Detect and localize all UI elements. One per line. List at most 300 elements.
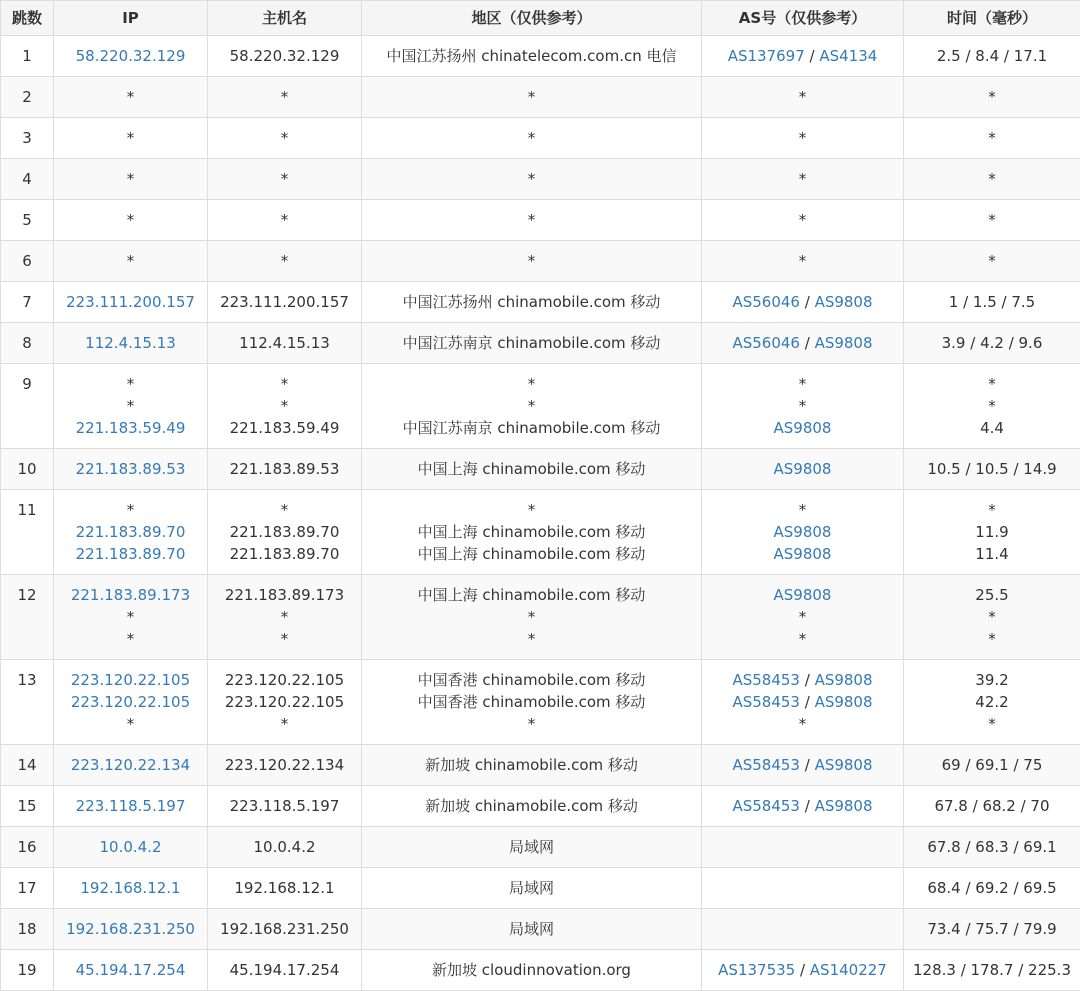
ip-link[interactable]: 192.168.12.1 <box>80 879 180 897</box>
hop-number: 6 <box>1 241 54 282</box>
hop-line <box>210 836 359 858</box>
time-text: * <box>988 608 996 626</box>
as-separator: / <box>800 797 815 815</box>
ip-link[interactable]: 221.183.89.173 <box>71 586 190 604</box>
time-cell <box>904 159 1080 200</box>
hop-line <box>364 395 699 417</box>
hop-line <box>210 669 359 691</box>
hop-line <box>906 543 1078 565</box>
ip-cell <box>54 323 208 364</box>
hop-line <box>704 499 901 521</box>
time-text: * <box>988 211 996 229</box>
host-text: 223.120.22.105 <box>225 671 344 689</box>
hop-line <box>704 521 901 543</box>
time-text: * <box>988 630 996 648</box>
as-cell <box>702 241 904 282</box>
ip-link[interactable]: 223.120.22.134 <box>71 756 190 774</box>
hop-number: 17 <box>1 868 54 909</box>
hop-line <box>704 250 901 272</box>
hop-line <box>210 373 359 395</box>
hostname-cell <box>208 745 362 786</box>
ip-link[interactable]: 221.183.89.70 <box>76 523 186 541</box>
time-cell <box>904 77 1080 118</box>
hop-line <box>364 373 699 395</box>
as-link[interactable]: AS9808 <box>815 756 873 774</box>
hop-line <box>364 291 699 313</box>
as-text: * <box>799 170 807 188</box>
time-text: * <box>988 501 996 519</box>
hop-line <box>364 45 699 67</box>
time-text: * <box>988 252 996 270</box>
table-row <box>1 364 1080 449</box>
ip-cell <box>54 36 208 77</box>
as-separator: / <box>795 961 810 979</box>
hop-number: 19 <box>1 950 54 991</box>
region-cell <box>362 323 702 364</box>
region-cell <box>362 364 702 449</box>
hop-line <box>704 713 901 735</box>
time-cell <box>904 660 1080 745</box>
hop-line <box>210 959 359 981</box>
table-row <box>1 909 1080 950</box>
as-cell <box>702 200 904 241</box>
time-text: 68.4 / 69.2 / 69.5 <box>927 879 1056 897</box>
hop-line <box>364 877 699 899</box>
ip-link[interactable]: 10.0.4.2 <box>99 838 161 856</box>
hop-line <box>210 628 359 650</box>
ip-cell <box>54 827 208 868</box>
hop-line <box>364 606 699 628</box>
ip-text: * <box>127 608 135 626</box>
hop-line <box>704 754 901 776</box>
hop-line <box>56 417 205 439</box>
region-cell <box>362 786 702 827</box>
host-text: 223.118.5.197 <box>230 797 340 815</box>
hop-line <box>364 836 699 858</box>
as-cell <box>702 282 904 323</box>
as-cell <box>702 660 904 745</box>
ip-cell <box>54 200 208 241</box>
time-cell <box>904 827 1080 868</box>
as-cell <box>702 786 904 827</box>
region-text: 中国上海 chinamobile.com 移动 <box>418 460 646 478</box>
hostname-cell <box>208 868 362 909</box>
as-text: * <box>799 501 807 519</box>
hostname-cell <box>208 909 362 950</box>
hop-line <box>210 795 359 817</box>
ip-text: * <box>127 129 135 147</box>
hop-line <box>210 168 359 190</box>
host-text: * <box>281 170 289 188</box>
hop-line <box>56 127 205 149</box>
hop-line <box>364 86 699 108</box>
ip-cell <box>54 909 208 950</box>
region-cell <box>362 77 702 118</box>
hop-line <box>704 795 901 817</box>
host-text: * <box>281 252 289 270</box>
hop-line <box>364 691 699 713</box>
table-row <box>1 827 1080 868</box>
as-separator: / <box>800 693 815 711</box>
hop-line <box>906 127 1078 149</box>
hop-line <box>704 543 901 565</box>
hop-line <box>210 584 359 606</box>
as-cell <box>702 77 904 118</box>
ip-cell <box>54 364 208 449</box>
time-cell <box>904 200 1080 241</box>
hop-line <box>364 209 699 231</box>
hop-number: 14 <box>1 745 54 786</box>
region-text: * <box>528 129 536 147</box>
as-text: * <box>799 88 807 106</box>
hop-line <box>906 959 1078 981</box>
region-text: * <box>528 88 536 106</box>
as-link[interactable]: AS9808 <box>815 334 873 352</box>
hop-line <box>210 127 359 149</box>
hostname-cell <box>208 490 362 575</box>
ip-text: * <box>127 88 135 106</box>
hop-line <box>56 669 205 691</box>
region-text: 中国江苏南京 chinamobile.com 移动 <box>403 419 661 437</box>
as-text: * <box>799 715 807 733</box>
hop-line <box>56 168 205 190</box>
ip-text: * <box>127 630 135 648</box>
region-text: 新加坡 chinamobile.com 移动 <box>425 756 638 774</box>
as-link[interactable]: AS4134 <box>819 47 877 65</box>
time-text: 69 / 69.1 / 75 <box>942 756 1043 774</box>
hop-line <box>704 373 901 395</box>
hop-number: 2 <box>1 77 54 118</box>
hop-number: 4 <box>1 159 54 200</box>
hop-number: 18 <box>1 909 54 950</box>
ip-link[interactable]: 223.118.5.197 <box>76 797 186 815</box>
ip-text: * <box>127 397 135 415</box>
as-cell <box>702 575 904 660</box>
hop-line <box>906 291 1078 313</box>
table-row <box>1 660 1080 745</box>
hop-line <box>56 691 205 713</box>
hop-line <box>56 291 205 313</box>
hop-line <box>704 168 901 190</box>
as-link[interactable]: AS140227 <box>810 961 887 979</box>
hop-line <box>704 959 901 981</box>
as-link[interactable]: AS58453 <box>732 756 800 774</box>
as-text: * <box>799 375 807 393</box>
hop-line <box>704 606 901 628</box>
hop-line <box>906 499 1078 521</box>
ip-cell <box>54 660 208 745</box>
hop-line <box>906 458 1078 480</box>
time-cell <box>904 364 1080 449</box>
host-text: * <box>281 375 289 393</box>
ip-link[interactable]: 223.120.22.105 <box>71 693 190 711</box>
table-row <box>1 786 1080 827</box>
ip-link[interactable]: 223.120.22.105 <box>71 671 190 689</box>
time-text: 10.5 / 10.5 / 14.9 <box>927 460 1056 478</box>
hop-line <box>704 628 901 650</box>
ip-text: * <box>127 252 135 270</box>
table-row <box>1 200 1080 241</box>
hop-line <box>364 669 699 691</box>
time-text: 25.5 <box>975 586 1008 604</box>
time-text: 39.2 <box>975 671 1008 689</box>
hostname-cell <box>208 364 362 449</box>
as-separator: / <box>800 671 815 689</box>
as-link[interactable]: AS9808 <box>774 419 832 437</box>
time-text: * <box>988 715 996 733</box>
host-text: * <box>281 397 289 415</box>
time-cell <box>904 490 1080 575</box>
hop-line <box>704 291 901 313</box>
hop-line <box>210 543 359 565</box>
time-text: * <box>988 397 996 415</box>
hop-line <box>364 250 699 272</box>
hop-line <box>906 877 1078 899</box>
hop-line <box>704 458 901 480</box>
hop-line <box>210 606 359 628</box>
as-cell <box>702 159 904 200</box>
hop-number: 13 <box>1 660 54 745</box>
host-text: * <box>281 501 289 519</box>
hostname-cell <box>208 660 362 745</box>
ip-cell <box>54 950 208 991</box>
as-cell <box>702 868 904 909</box>
hop-line <box>210 918 359 940</box>
table-row <box>1 159 1080 200</box>
as-link[interactable]: AS58453 <box>732 693 800 711</box>
ip-cell <box>54 241 208 282</box>
as-link[interactable]: AS9808 <box>815 797 873 815</box>
time-cell <box>904 786 1080 827</box>
hop-line <box>56 836 205 858</box>
ip-text: * <box>127 170 135 188</box>
time-text: 11.4 <box>975 545 1008 563</box>
as-link[interactable]: AS137697 <box>728 47 805 65</box>
ip-link[interactable]: 221.183.89.70 <box>76 545 186 563</box>
region-text: 中国上海 chinamobile.com 移动 <box>418 523 646 541</box>
as-link[interactable]: AS56046 <box>732 334 800 352</box>
hop-number: 1 <box>1 36 54 77</box>
hop-line <box>704 918 901 940</box>
time-text: 73.4 / 75.7 / 79.9 <box>927 920 1056 938</box>
as-cell <box>702 323 904 364</box>
time-cell <box>904 950 1080 991</box>
hop-line <box>364 584 699 606</box>
ip-cell <box>54 745 208 786</box>
region-cell <box>362 241 702 282</box>
as-link[interactable]: AS9808 <box>774 586 832 604</box>
time-cell <box>904 323 1080 364</box>
time-text: 42.2 <box>975 693 1008 711</box>
host-text: 223.120.22.134 <box>225 756 344 774</box>
as-link[interactable]: AS9808 <box>774 460 832 478</box>
ip-link[interactable]: 112.4.15.13 <box>85 334 176 352</box>
region-text: * <box>528 211 536 229</box>
hop-line <box>56 918 205 940</box>
table-row <box>1 575 1080 660</box>
hop-line <box>210 45 359 67</box>
hop-line <box>364 521 699 543</box>
header-time: 时间（毫秒） <box>904 1 1080 36</box>
time-text: 11.9 <box>975 523 1008 541</box>
table-row <box>1 868 1080 909</box>
hop-line <box>906 395 1078 417</box>
table-row <box>1 449 1080 490</box>
hop-line <box>56 795 205 817</box>
hop-line <box>906 332 1078 354</box>
hop-line <box>210 250 359 272</box>
host-text: 45.194.17.254 <box>230 961 340 979</box>
region-text: 中国香港 chinamobile.com 移动 <box>418 671 646 689</box>
as-cell <box>702 490 904 575</box>
hop-line <box>704 691 901 713</box>
hop-line <box>210 417 359 439</box>
table-row <box>1 36 1080 77</box>
hop-line <box>56 458 205 480</box>
as-text: * <box>799 129 807 147</box>
hop-line <box>56 713 205 735</box>
host-text: 221.183.89.70 <box>230 545 340 563</box>
hop-line <box>210 209 359 231</box>
as-text: * <box>799 397 807 415</box>
header-hop: 跳数 <box>1 1 54 36</box>
host-text: 192.168.231.250 <box>220 920 349 938</box>
hop-number: 16 <box>1 827 54 868</box>
as-link[interactable]: AS58453 <box>732 797 800 815</box>
hop-number: 12 <box>1 575 54 660</box>
as-link[interactable]: AS58453 <box>732 671 800 689</box>
hop-line <box>704 836 901 858</box>
region-cell <box>362 200 702 241</box>
time-cell <box>904 745 1080 786</box>
hop-line <box>364 332 699 354</box>
ip-link[interactable]: 221.183.59.49 <box>76 419 186 437</box>
host-text: 223.111.200.157 <box>220 293 349 311</box>
hop-line <box>364 713 699 735</box>
time-text: * <box>988 88 996 106</box>
hop-line <box>704 395 901 417</box>
time-cell <box>904 36 1080 77</box>
hostname-cell <box>208 575 362 660</box>
host-text: 112.4.15.13 <box>239 334 330 352</box>
table-row <box>1 118 1080 159</box>
hop-line <box>906 713 1078 735</box>
ip-cell <box>54 786 208 827</box>
host-text: 10.0.4.2 <box>253 838 315 856</box>
region-text: 局域网 <box>509 838 554 856</box>
hop-line <box>364 918 699 940</box>
hop-line <box>56 606 205 628</box>
ip-cell <box>54 490 208 575</box>
hostname-cell <box>208 118 362 159</box>
as-cell <box>702 827 904 868</box>
ip-text: * <box>127 211 135 229</box>
time-cell <box>904 118 1080 159</box>
ip-text: * <box>127 375 135 393</box>
hop-line <box>906 628 1078 650</box>
as-link[interactable]: AS9808 <box>815 693 873 711</box>
hop-line <box>210 713 359 735</box>
as-separator: / <box>800 756 815 774</box>
as-link[interactable]: AS9808 <box>815 671 873 689</box>
hop-line <box>704 332 901 354</box>
host-text: * <box>281 715 289 733</box>
region-cell <box>362 909 702 950</box>
region-cell <box>362 950 702 991</box>
ip-link[interactable]: 58.220.32.129 <box>76 47 186 65</box>
region-text: * <box>528 375 536 393</box>
hostname-cell <box>208 950 362 991</box>
hostname-cell <box>208 77 362 118</box>
time-text: * <box>988 129 996 147</box>
region-cell <box>362 282 702 323</box>
hop-number: 10 <box>1 449 54 490</box>
hop-line <box>56 877 205 899</box>
hop-number: 3 <box>1 118 54 159</box>
hop-line <box>364 127 699 149</box>
as-cell <box>702 36 904 77</box>
ip-link[interactable]: 221.183.89.53 <box>76 460 186 478</box>
hop-line <box>906 606 1078 628</box>
as-cell <box>702 909 904 950</box>
ip-text: * <box>127 501 135 519</box>
as-link[interactable]: AS9808 <box>774 545 832 563</box>
region-cell <box>362 159 702 200</box>
hop-line <box>210 691 359 713</box>
hop-line <box>56 754 205 776</box>
host-text: 221.183.59.49 <box>230 419 340 437</box>
hop-line <box>704 86 901 108</box>
hop-line <box>364 754 699 776</box>
region-text: 中国上海 chinamobile.com 移动 <box>418 586 646 604</box>
hop-line <box>56 332 205 354</box>
time-text: 3.9 / 4.2 / 9.6 <box>942 334 1043 352</box>
time-text: 128.3 / 178.7 / 225.3 <box>913 961 1071 979</box>
region-text: * <box>528 252 536 270</box>
as-link[interactable]: AS9808 <box>774 523 832 541</box>
ip-link[interactable]: 45.194.17.254 <box>76 961 186 979</box>
hop-line <box>906 691 1078 713</box>
hop-line <box>364 458 699 480</box>
time-cell <box>904 449 1080 490</box>
hop-line <box>210 395 359 417</box>
hop-line <box>56 373 205 395</box>
hop-line <box>56 86 205 108</box>
hop-number: 11 <box>1 490 54 575</box>
as-link[interactable]: AS56046 <box>732 293 800 311</box>
host-text: * <box>281 211 289 229</box>
as-link[interactable]: AS137535 <box>718 961 795 979</box>
hop-number: 5 <box>1 200 54 241</box>
region-text: 中国江苏扬州 chinamobile.com 移动 <box>403 293 661 311</box>
time-text: 1 / 1.5 / 7.5 <box>949 293 1035 311</box>
hop-line <box>704 127 901 149</box>
hostname-cell <box>208 786 362 827</box>
hop-line <box>210 332 359 354</box>
ip-link[interactable]: 223.111.200.157 <box>66 293 195 311</box>
region-text: * <box>528 170 536 188</box>
ip-link[interactable]: 192.168.231.250 <box>66 920 195 938</box>
time-text: 2.5 / 8.4 / 17.1 <box>937 47 1047 65</box>
hop-line <box>210 754 359 776</box>
hop-number: 8 <box>1 323 54 364</box>
hop-line <box>906 795 1078 817</box>
as-link[interactable]: AS9808 <box>815 293 873 311</box>
hop-line <box>704 669 901 691</box>
hostname-cell <box>208 449 362 490</box>
time-cell <box>904 909 1080 950</box>
hop-line <box>56 584 205 606</box>
